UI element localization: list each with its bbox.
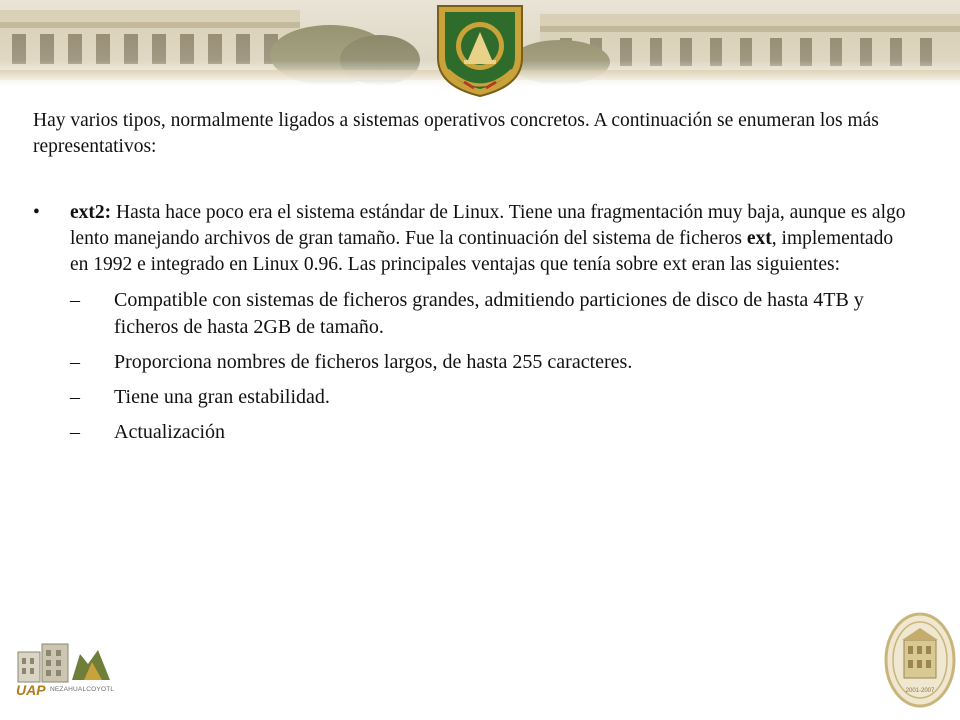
dash-marker: – <box>70 351 80 373</box>
dash-marker: – <box>70 421 80 443</box>
list-item-text: Compatible con sistemas de ficheros grandes, admitiendo particiones de disco de hasta 4TB y ficheros de hasta 2GB de tamaño. <box>114 289 864 338</box>
sub-list <box>70 287 913 446</box>
uap-logo-subtext: NEZAHUALCOYOTL <box>50 686 115 693</box>
bullet-item-ext2 <box>33 200 913 278</box>
bullet-text-b: , implementado en 1992 e integrado en Linux 0.96. Las principales ventajas que tenía sobre ext eran las siguientes: <box>70 228 894 275</box>
list-item <box>70 287 913 341</box>
list-item-text: Tiene una gran estabilidad. <box>114 386 330 408</box>
intro-paragraph: Hay varios tipos, normalmente ligados a sistemas operativos concretos. A continuación se enumeran los más representativos: <box>33 110 879 157</box>
list-item-text: Proporciona nombres de ficheros largos, de hasta 255 caracteres. <box>114 351 633 373</box>
bullet-term: ext2: <box>70 202 112 223</box>
dash-marker: – <box>70 386 80 408</box>
bullet-bold-word: ext <box>746 228 772 249</box>
uap-logo-text: UAP <box>16 682 46 698</box>
list-item-text: Actualización <box>114 421 226 443</box>
dash-marker: – <box>70 289 80 311</box>
list-item <box>70 419 913 446</box>
bullet-marker: • <box>33 202 40 223</box>
crest-logo <box>428 0 532 98</box>
list-item <box>70 349 913 376</box>
uap-logo <box>14 640 120 702</box>
anniversary-seal <box>884 612 956 708</box>
slide-content <box>33 108 913 454</box>
bullet-text-a: Hasta hace poco era el sistema estándar de Linux. Tiene una fragmentación muy baja, aunque es algo lento manejando archivos de gran tamaño. Fue la continuación del sistema de ficheros <box>70 202 906 249</box>
list-item <box>70 384 913 411</box>
seal-years: 2001-2007 <box>905 688 935 694</box>
